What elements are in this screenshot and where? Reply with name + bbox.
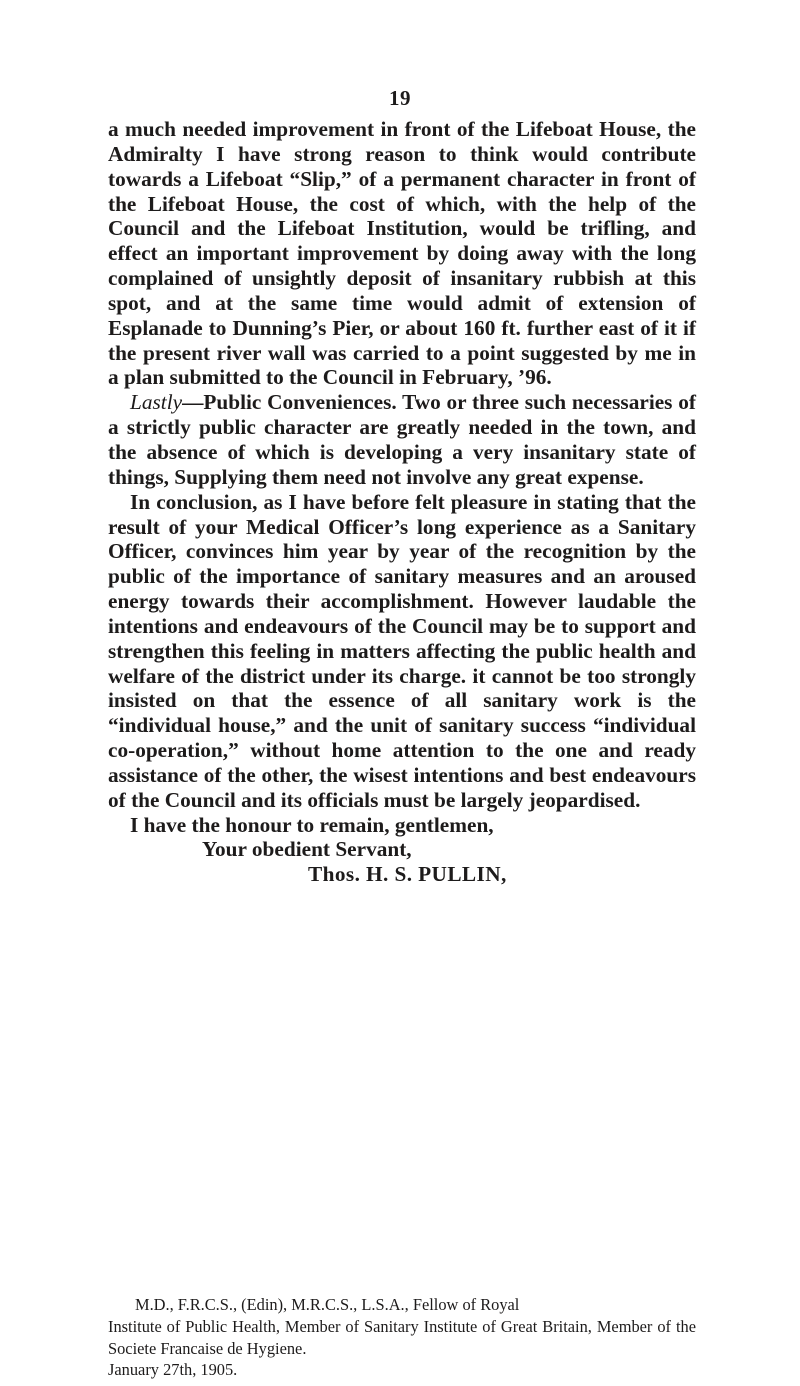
report-body [108, 117, 696, 887]
paragraph-lifeboat-slip: a much needed improvement in front of the Lifeboat House, the Admiralty I have strong reason to think would contribute towards a Lifeboat “Slip,” of a permanent character in front of the Lifeboat House, the cost of which, with the help of the Council and the Lifeboat Institution, would be trifling, and effect an important improvement by doing away with the long complained of unsightly deposit of insanitary rubbish at this spot, and at the same time would admit of extension of Esplanade to Dunning’s Pier, or about 160 ft. further east of it if the present river wall was carried to a point suggested by me in a plan submitted to the Council in February, ’96. [108, 117, 696, 390]
public-conveniences-text: —Public Conveniences. Two or three such necessaries of a strictly public character are greatly needed in the town, and the absence of which is developing a very insanitary state of things, Supplying them need not involve any great expense. [108, 390, 696, 489]
lastly-italic: Lastly [130, 390, 183, 415]
closing-servant: Your obedient Servant, [202, 837, 412, 862]
paragraph-conclusion: In conclusion, as I have before felt pleasure in stating that the result of your Medical Officer’s long experience as a Sanitary Officer, convinces him year by year of the recognition by the public of the importance of sanitary measures and an aroused energy towards their accomplishment. However laudable the intentions and endeavours of the Council may be to support and strengthen this feeling in matters affecting the public health and welfare of the district under its charge. it cannot be too strongly insisted on that the essence of all sanitary work is the “individual house,” and the unit of sanitary success “individual co-operation,” without home attention to the one and ready assistance of the other, the wisest intentions and best endeavours of the Council and its officials must be largely jeopardised. [108, 489, 696, 812]
paragraph-public-conveniences [108, 390, 696, 489]
closing-line: I have the honour to remain, gentlemen, [130, 812, 494, 837]
page-number: 19 [389, 86, 411, 110]
credentials-rest: Institute of Public Health, Member of Sanitary Institute of Great Britain, Member of the Societe Francaise de Hygiene. [108, 1317, 696, 1358]
letter-date: January 27th, 1905. [108, 1360, 238, 1379]
credentials-line-1: M.D., F.R.C.S., (Edin), M.R.C.S., L.S.A., Fellow of Royal [135, 1295, 520, 1314]
author-credentials [108, 1294, 696, 1360]
signature-name: Thos. H. S. PULLIN, [308, 862, 507, 887]
